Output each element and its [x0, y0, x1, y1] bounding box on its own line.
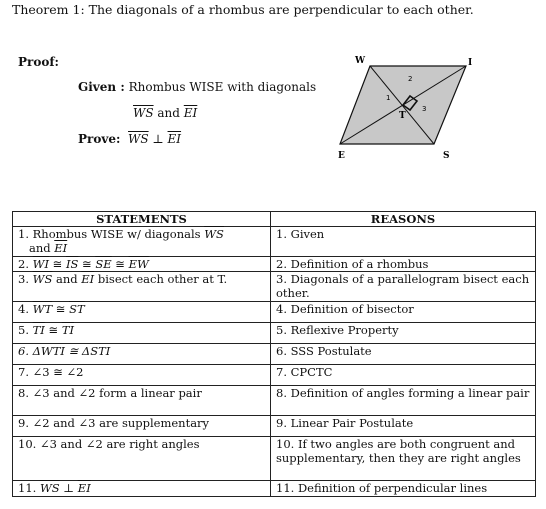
vertex-s-label: S	[443, 151, 450, 161]
statement-1: 1. Rhombus WISE w/ diagonals $\overline{WS}$ and $\overline{EI}$	[13, 227, 271, 257]
prove-line	[78, 132, 181, 146]
proof-table	[12, 211, 536, 497]
statement-11: 11. $\overline{WS}$ ⊥ $\overline{EI}$	[13, 481, 271, 497]
statement-6: 6. ΔWTI ≅ ΔSTI	[13, 344, 271, 365]
center-t-label: T	[399, 111, 406, 121]
reason-6: 6. SSS Postulate	[271, 344, 536, 365]
reasons-header: REASONS	[271, 212, 536, 227]
table-row	[13, 323, 536, 344]
table-header-row	[13, 212, 536, 227]
proof-label: Proof:	[18, 55, 59, 69]
given-diagonal-ws: $\overline{WS}$	[133, 106, 154, 120]
vertex-e-label: E	[338, 151, 345, 161]
given-text: Rhombus WISE with diagonals	[128, 80, 317, 94]
table-row	[13, 227, 536, 257]
table-row	[13, 344, 536, 365]
angle-3-label: 3	[422, 105, 427, 113]
prove-label: Prove:	[78, 132, 121, 146]
vertex-w-label: W	[355, 56, 366, 66]
table-row	[13, 416, 536, 437]
given-line	[78, 80, 316, 94]
statement-3: 3. $\overline{WS}$ and $\overline{EI}$ bisect each other at T.	[13, 272, 271, 302]
reason-7: 7. CPCTC	[271, 365, 536, 386]
statement-7: 7. ∠3 ≅ ∠2	[13, 365, 271, 386]
reason-5: 5. Reflexive Property	[271, 323, 536, 344]
perpendicular-symbol: ⊥	[152, 132, 164, 146]
table-row	[13, 437, 536, 481]
angle-1-label: 1	[386, 94, 391, 102]
reason-11: 11. Definition of perpendicular lines	[271, 481, 536, 497]
table-row	[13, 272, 536, 302]
statement-5: 5. $\overline{TI}$ ≅ $\overline{TI}$	[13, 323, 271, 344]
statement-10: 10. ∠3 and ∠2 are right angles	[13, 437, 271, 481]
reason-2: 2. Definition of a rhombus	[271, 257, 536, 272]
table-row	[13, 257, 536, 272]
reason-10: 10. If two angles are both congruent and supplementary, then they are right angles	[271, 437, 536, 481]
prove-seg-ws: $\overline{WS}$	[128, 132, 149, 146]
statements-header: STATEMENTS	[13, 212, 271, 227]
reason-3: 3. Diagonals of a parallelogram bisect each other.	[271, 272, 536, 302]
reason-4: 4. Definition of bisector	[271, 302, 536, 323]
prove-seg-ei: $\overline{EI}$	[167, 132, 182, 146]
statement-9: 9. ∠2 and ∠3 are supplementary	[13, 416, 271, 437]
given-and: and	[157, 106, 180, 120]
statement-4: 4. $\overline{WT}$ ≅ $\overline{ST}$	[13, 302, 271, 323]
table-row	[13, 386, 536, 416]
rhombus-diagram	[330, 50, 490, 170]
reason-8: 8. Definition of angles forming a linear pair	[271, 386, 536, 416]
reason-9: 9. Linear Pair Postulate	[271, 416, 536, 437]
given-label: Given :	[78, 80, 125, 94]
vertex-i-label: I	[468, 58, 473, 68]
table-row	[13, 365, 536, 386]
table-row	[13, 481, 536, 497]
statement-2: 2. $\overline{WI}$ ≅ $\overline{IS}$ ≅ $\overline{SE}$ ≅ $\overline{EW}$	[13, 257, 271, 272]
statement-8: 8. ∠3 and ∠2 form a linear pair	[13, 386, 271, 416]
angle-2-label: 2	[408, 75, 413, 83]
theorem-statement: Theorem 1: The diagonals of a rhombus are perpendicular to each other.	[12, 2, 474, 17]
table-row	[13, 302, 536, 323]
reason-1: 1. Given	[271, 227, 536, 257]
given-diagonal-ei: $\overline{EI}$	[183, 106, 198, 120]
given-diagonals	[133, 106, 197, 120]
